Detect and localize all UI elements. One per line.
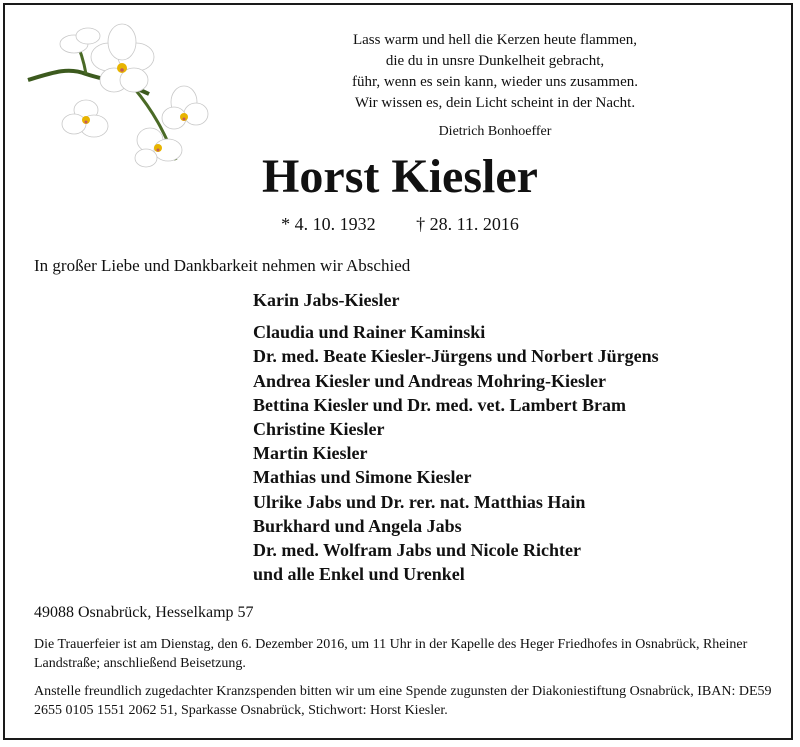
birth-date: * 4. 10. 1932 [281,214,376,234]
poem-line: Lass warm und hell die Kerzen heute flammen, [352,32,638,48]
farewell-intro: In großer Liebe und Dankbarkeit nehmen wir Abschied [34,256,411,275]
mourner: Christine Kiesler [253,419,385,440]
deceased-name: Horst Kiesler [262,150,538,203]
mourner: Ulrike Jabs und Dr. rer. nat. Matthias Hain [253,491,586,512]
poem-line: führ, wenn es sein kann, wieder uns zusammen. [352,74,638,90]
poem-author: Dietrich Bonhoeffer [438,124,552,139]
funeral-notice: Die Trauerfeier ist am Dienstag, den 6. Dezember 2016, um 11 Uhr in der Kapelle des Heger Friedhofes in Osnabrück, Rheiner Landstraße; anschließend Beisetzung. [34,637,748,671]
mourner: Burkhard und Angela Jabs [253,515,462,536]
poem-line: Wir wissen es, dein Licht scheint in der Nacht. [354,95,636,111]
death-date: † 28. 11. 2016 [416,214,519,234]
mourner: Andrea Kiesler und Andreas Mohring-Kiesler [253,370,607,391]
mourner: Mathias und Simone Kiesler [253,467,472,488]
poem [300,30,690,142]
mourner: und alle Enkel und Urenkel [253,564,465,585]
life-dates [0,214,800,235]
mourners-list [253,288,659,586]
mourner: Martin Kiesler [253,443,368,464]
donation-notice: Anstelle freundlich zugedachter Kranzspenden bitten wir um eine Spende zugunsten der Diakoniestiftung Osnabrück, IBAN: DE59 2655 0105 1551 2062 51, Sparkasse Osnabrück, Stichwort: Horst Kiesler. [34,684,772,718]
mourner: Claudia und Rainer Kaminski [253,322,486,343]
poem-line: die du in unsre Dunkelheit gebracht, [385,53,605,69]
mourner: Dr. med. Wolfram Jabs und Nicole Richter [253,540,581,561]
mourner: Bettina Kiesler und Dr. med. vet. Lambert Bram [253,394,626,415]
family-address: 49088 Osnabrück, Hesselkamp 57 [34,604,254,621]
mourner-spouse: Karin Jabs-Kiesler [253,290,400,310]
mourner: Dr. med. Beate Kiesler-Jürgens und Norbert Jürgens [253,346,659,367]
